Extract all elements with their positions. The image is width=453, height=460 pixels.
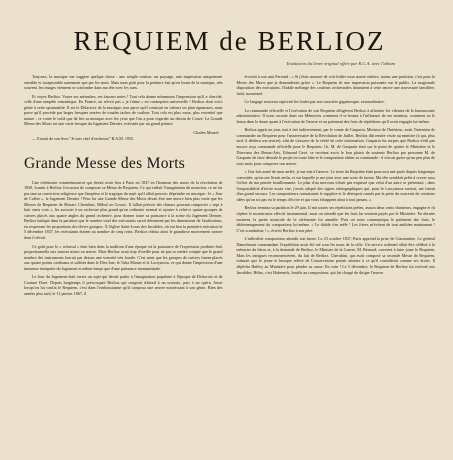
body-paragraph: Une cérémonie commémorative qui devait avoir lieu à Paris en 1837 en l'honneur des morts de la révolution de 1830, fournit à Berlioz l'occasion de composer sa Messe de Requiem. Ce qui enflait l'imagination du musicien, ce ne fut pas tant sa conviction religieuse que l'ampleur et le tragique du sujet qu'il allait pouvoir dépeindre en musique : le « Jour de Colère », le Jugement Dernier ! Pour lui une Grande Messe des Morts devait être une œuvre bien plus vaste que les Messes de Requiem de Mozart, Cherubini, Méhul ou Gossec. Il fallait prévoir des chœurs pouvant comporter « sept à huit cents voix », les associer à un orchestre plus grand qu'on ordinaire normal et ajouter à celui-ci quatre groupes de cuivres placés aux quatre angles du grand orchestre, pour donner toute sa puissance à la scène du Jugement Dernier. Berlioz indique dans la partition que le nombre total des exécutants serait déterminé par les dimensions de l'auditorium, en respectant les proportions des divers groupes. À l'église Saint-Louis des Invalides, où eut lieu la première exécution le 5 décembre 1837, les exécutants étaient au nombre de cinq cents. Berlioz réalisa ainsi le grandiose mouvement sonore dont il rêvait. <box>24 179 223 240</box>
body-paragraph: écrivait à son ami Ferrand : « Si j'étais menacé de voir brûler mon œuvre entière, moins une partition, c'est pour la Messe des Morts que je demanderais grâce ». Le Requiem fit une impression puissante sur le public. La magistrale disposition des exécutants, l'habile mélange des couleurs orchestrales donnaient à cette œuvre une nouveauté familière, fatal, surnaturel. <box>236 74 435 96</box>
section-heading: Grande Messe des Morts <box>24 155 186 173</box>
body-paragraph: La commande officielle et l'exécution de son Requiem obligèrent Berlioz à affronter les vilenies de la bureaucratie administrative. Il nous raconte dans ses Mémoires comment il se heurta à l'influence de ses ennemis, comment on le laissa dans le doute quant à l'exécution de l'œuvre et au paiement des frais de répétitions qu'il avait engagés lui-même. <box>236 107 435 124</box>
body-paragraph: Le Jour du Jugement était certes un sujet qui devait parler à l'imagination populaire à l'époque de Delacroix et de Couture Doré. Depuis longtemps il préoccupait Berlioz qui songeait d'abord à un oratorio, puis à un opéra. Aussi lorsqu'on lui confia le Requiem, c'est dans l'enthousiasme qu'il composa une œuvre nourrissant à son génie. Bien des années plus tard, le 11 janvier 1867, il <box>24 274 223 296</box>
body-paragraph: Ce langage nouveau captivait les foules par son caractère gigantesque, extraordinaire. <box>244 99 385 105</box>
body-paragraph: Berlioz termina sa partition le 29 juin. Il mit toutes ses répétitions prêtes, assura deux cents chanteurs, engagea et fit répéter le monstrueux effectif instrumental, mais on attendit que les frais lui seraient payés par le Ministère. En dernier moment, la partie musicale de la cérémonie fut annulée. Puis on nous communiqua le paiement des frais, le dédommagement du compositeur lui-même. « Le diable s'en mêle ! Les frères m'évitent de tout antibien maintenant ! C'est scandaleux ! », écrivit Berlioz à son père. <box>236 205 435 233</box>
left-column <box>24 74 223 299</box>
body-paragraph: Berlioz apprit un jour, tout à fait indirectement, par le comte de Gasparin, Ministre de l'Intérieur, avait l'intention de commander un Requiem pour l'anniversaire de la Révolution de Juillet. Berlioz dût rendre visite au ministre (à qui, plus tard, il dédiera son œuvre), afin de s'assurer de la vérité de cette information. Gasparin fut surpris que Berlioz n'eût pas encore reçu commande officielle pour le Requiem. Or, M. de Gasparin était sur le point de quitter le Ministère et le Directeur des Beaux-Arts, Edmond Cavé, se recréant avoir le bon plaisir de soutenir Berlioz par personne M. de Gasparin de faire déroule le projet en toute hâte et le compositeur obtint sa commande : il n'avait guère qu'un peu plus de trois mois pour composer son œuvre. <box>236 127 435 166</box>
text-columns <box>24 74 435 299</box>
author-signature: Charles Munch <box>193 129 219 135</box>
intro-paragraph: Et voyez Berlioz. Voyez ses méandres, ses fausses notes ! Tout cela donne néanmoins l'impression qu'il a cherché, celle d'une tempête romantique. En France, on n'écrit pas « je t'aime » en contrepoint universelle ! Berlioz dont voici génie à cette spontanéité. Il est le Delacroix de la musique, non parce qu'il construit en valeurs un plan éganeuses, mais parce qu'il procède par larges fresques serrées de tonales taches de couleur. Tout cela est plus vaste, plus essentiel que nature : ce conte le voilà que de lire sa musique avec les yeux que l'on a pour regarder un dessin de Couzé. La Grande Messe des Morts est une vaste fresque du Jugement Dernier, exécutée par un grand peintre. <box>24 93 223 127</box>
intro-paragraph: Toujours, la musique me suggère quelque chose : une simple couleur, un paysage, une impression uniquement sensible et incapturable autrement que par les mots. Mais mon goût pour la peinture fait qu'en lisant de la musique, très souvent, les images viennent se confondre dans ma tête avec les sons. <box>24 74 223 91</box>
right-column <box>237 74 436 299</box>
quote-source: — Extrait de son livre "Je suis chef d'orchestre" B.A.M. 1955. <box>32 136 135 142</box>
body-paragraph: L'inflexible compositeur attendit son heure. Le 23 octobre 1837, Paris apprend la prise de Constantine. Le général Damrémont commandant l'expédition avait été tué sous les murs de la ville. Un service solennel allait être célébré à la mémoire du héros et, à la demande de Berlioz, le Ministre de la Guerre, M. Bernard, convient à faire jouer le Requiem. Mais les intrigues recommencèrent, du fait de Berlioz. Cherubini, qui avait composé sa seconde Messe de Requiem, estimait que le jeune et brusque relève de Conservatoire portait atteinte à ce qu'il considérait comme ses droits. Il dépêcha Halévy au Ministère pour plaider sa cause. En vain ! Le 5 décembre, le Requiem de Berlioz fut exécuté aux Invalides. Hélas, c'est Habeneck, hostile au compositeur, qui fut chargé de diriger l'œuvre. <box>236 236 435 275</box>
body-paragraph: Ce goût pour le « colossal » était bien dans la tradition d'une époque où la puissance de l'expression produite était proportionnelle aux masses mises en œuvre. Mais Berlioz avait trop d'oreille pour ne pas se rendre compte que le grand nombre des instruments fournit par dessus une sonorité très lourde. C'est ainsi que les groupes de cuivres furent placés aux quatre points cardinaux et utilisés dans le Dies Irae, le Tuba Mirum et le Lacrymosa, ce qui donne l'impression d'une immense trompette du Jugement et même temps que d'une puissance monumentale. <box>24 243 223 271</box>
page-title: REQUIEM de BERLIOZ <box>73 26 386 56</box>
body-paragraph: « Une fois armé de mon arrêté, je me mis à l'œuvre. Le texte du Requiem était pour moi une proie depuis longtemps convoitée, qu'on me livrait enfin, et sur laquelle je me jetai avec une sorte de fureur. Ma tête semblait prête à crever sous l'effort de ma pensée bouillonnante. Le plan d'un morceau n'était pas esquissé que celui d'un autre se présentait ; dans l'impossibilité d'écrire assez vite, j'avais adopté des signes sténographiques qui, pour le Lacrymosa surtout, me furent d'un grand secours. Les compositeurs connaissent le supplice et le désespoir causés par la perte du souvenir de certaines idées qu'on n'a pas eu le temps d'écrire et qui vous échappent ainsi à tout jamais. » <box>236 169 435 202</box>
translation-note: Traduction du livret original offert par R.C.A. avec l'album <box>286 61 395 66</box>
